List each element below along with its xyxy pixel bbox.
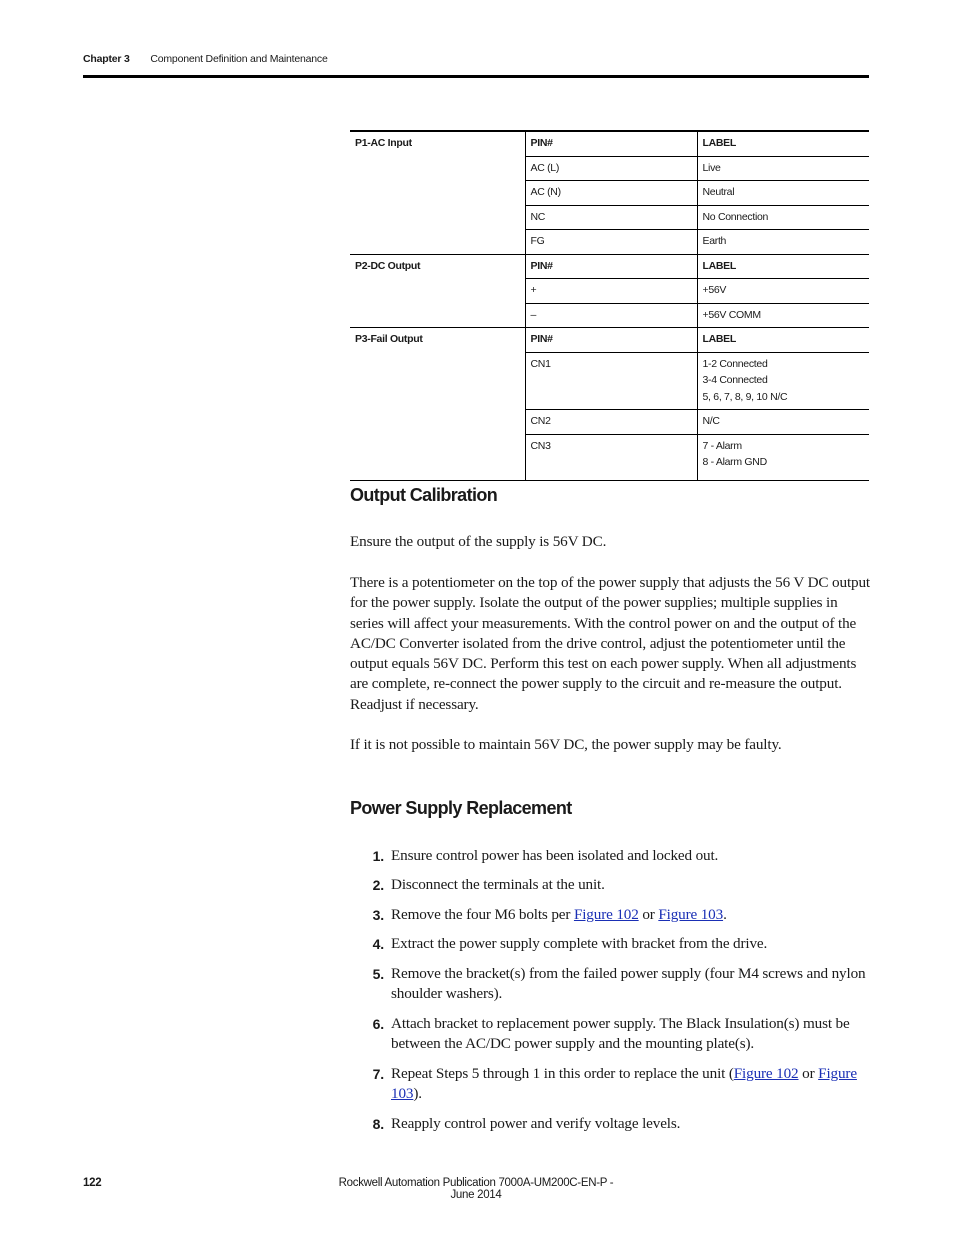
chapter-title: Component Definition and Maintenance — [150, 53, 328, 65]
step-number: 8. — [372, 1116, 384, 1132]
step-number: 4. — [372, 936, 384, 952]
figure-103-link[interactable]: Figure 103 — [658, 906, 724, 923]
figure-102-link[interactable]: Figure 102 — [733, 1065, 799, 1082]
pin-cell: CN2 — [525, 410, 697, 435]
step-text: Remove the bracket(s) from the failed power supply (four M4 screws and nylon shoulder washers). — [391, 965, 866, 1003]
label-line: 8 - Alarm GND — [702, 456, 767, 468]
table-row — [350, 254, 869, 279]
pin-cell: CN3 — [525, 434, 697, 480]
label-cell: +56V — [697, 279, 869, 304]
pin-cell: + — [525, 279, 697, 304]
figure-103-link[interactable]: Figure 103 — [391, 1065, 857, 1103]
step-number: 1. — [372, 848, 384, 864]
step-text: Reapply control power and verify voltage levels. — [391, 1115, 681, 1132]
pin-cell: AC (N) — [525, 181, 697, 206]
publication-footer: Rockwell Automation Publication 7000A-UM200C-EN-P - June 2014 — [338, 1177, 614, 1201]
step-text: Disconnect the terminals at the unit. — [391, 876, 605, 893]
section-heading-power-supply-replacement: Power Supply Replacement — [350, 798, 572, 818]
step-number: 3. — [372, 907, 384, 923]
body-paragraph: Ensure the output of the supply is 56V DC. — [350, 533, 607, 550]
pin-cell: FG — [525, 230, 697, 255]
label-line: 5, 6, 7, 8, 9, 10 N/C — [702, 390, 788, 403]
step-number: 6. — [372, 1016, 384, 1032]
step-text — [391, 1064, 873, 1105]
label-line: 3-4 Connected — [702, 374, 768, 386]
step-text-part: or — [638, 906, 659, 923]
column-header-label: LABEL — [697, 254, 869, 279]
label-cell: No Connection — [697, 205, 869, 230]
column-header-pin: PIN# — [525, 328, 697, 353]
header-rule — [83, 75, 869, 78]
connector-pin-table — [350, 130, 869, 481]
pin-cell: AC (L) — [525, 156, 697, 181]
step-text — [391, 905, 873, 925]
label-cell — [697, 434, 869, 480]
step-text-part: . — [723, 906, 727, 923]
label-cell: Neutral — [697, 181, 869, 206]
label-cell: Live — [697, 156, 869, 181]
connector-name: P2-DC Output — [350, 254, 525, 328]
step-number: 7. — [372, 1066, 384, 1082]
body-paragraph: There is a potentiometer on the top of the power supply that adjusts the 56 V DC output for the power supply. Isolate the output of the power supplies; multiple supplies in series will affect your measurements. With the control power on and the output of the AC/DC Converter isolated from the drive control, adjust the potentiometer until the output equals 56V DC. Perform this test on each power supply. When all adjustments are complete, re-connect the power supply to the circuit and re-measure the output. Readjust if necessary. — [350, 574, 870, 713]
pin-cell: – — [525, 303, 697, 328]
step-text-part: Remove the four M6 bolts per — [391, 906, 574, 923]
pin-cell: NC — [525, 205, 697, 230]
figure-102-link[interactable]: Figure 102 — [573, 906, 639, 923]
label-line: 7 - Alarm — [702, 439, 742, 452]
step-text-part: or — [798, 1065, 819, 1082]
column-header-label: LABEL — [697, 131, 869, 156]
table-row — [350, 328, 869, 353]
running-header — [83, 53, 328, 65]
chapter-label: Chapter 3 — [83, 53, 130, 65]
step-text: Ensure control power has been isolated and locked out. — [391, 847, 719, 864]
label-cell: +56V COMM — [697, 303, 869, 328]
pin-cell: CN1 — [525, 352, 697, 410]
step-text-part: Repeat Steps 5 through 1 in this order to replace the unit ( — [391, 1065, 734, 1082]
table-row — [350, 131, 869, 156]
column-header-pin: PIN# — [525, 131, 697, 156]
body-paragraph: If it is not possible to maintain 56V DC, the power supply may be faulty. — [350, 736, 782, 753]
label-cell: N/C — [697, 410, 869, 435]
column-header-pin: PIN# — [525, 254, 697, 279]
label-cell: Earth — [697, 230, 869, 255]
label-line: 1-2 Connected — [702, 357, 768, 370]
step-text: Extract the power supply complete with bracket from the drive. — [391, 935, 768, 952]
connector-name: P1-AC Input — [350, 131, 525, 254]
section-heading-output-calibration: Output Calibration — [350, 485, 498, 505]
step-text-part: ). — [413, 1085, 422, 1103]
page-number: 122 — [83, 1177, 102, 1189]
step-number: 5. — [372, 966, 384, 982]
step-text: Attach bracket to replacement power supply. The Black Insulation(s) must be between the AC/DC power supply and the mounting plate(s). — [391, 1015, 850, 1053]
label-cell — [697, 352, 869, 410]
step-number: 2. — [372, 877, 384, 893]
column-header-label: LABEL — [697, 328, 869, 353]
connector-name: P3-Fail Output — [350, 328, 525, 481]
